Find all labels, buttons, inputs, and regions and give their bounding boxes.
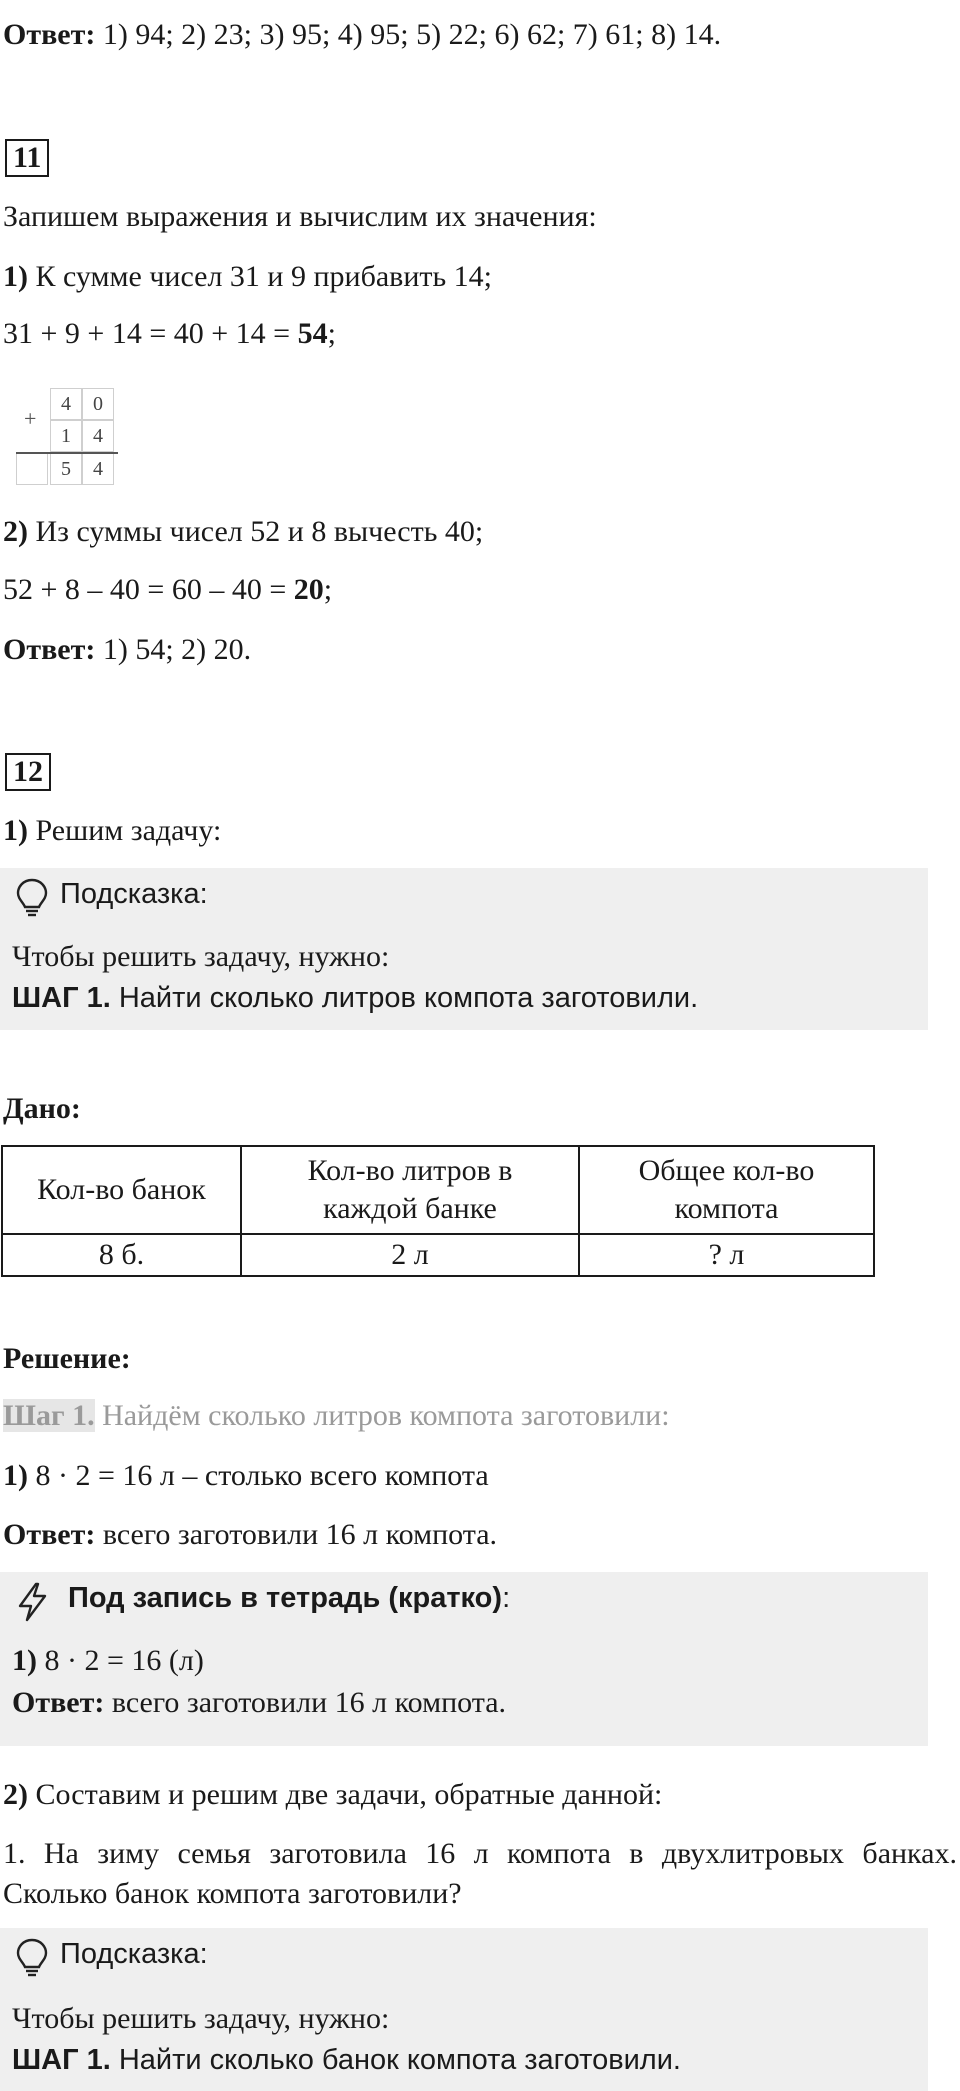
table-header-row bbox=[2, 1146, 874, 1234]
previous-answer bbox=[3, 16, 721, 54]
calc-number: 1) bbox=[12, 1644, 37, 1677]
header-line: Кол-во литров в bbox=[307, 1154, 513, 1187]
header-line: компота bbox=[674, 1192, 779, 1225]
hint-box bbox=[0, 1928, 928, 2091]
task11-answer bbox=[3, 631, 251, 669]
expression-end: ; bbox=[327, 317, 336, 350]
table-header-cell bbox=[579, 1146, 874, 1234]
header-line: каждой банке bbox=[323, 1192, 497, 1225]
solution-answer bbox=[3, 1516, 497, 1554]
digit-cell: 1 bbox=[50, 420, 82, 452]
expression-result: 20 bbox=[293, 573, 324, 606]
step-label: ШАГ 1. bbox=[12, 2044, 111, 2076]
header-line: Общее кол-во bbox=[638, 1154, 815, 1187]
notebook-title-colon: : bbox=[502, 1582, 511, 1614]
answer-label: Ответ: bbox=[3, 1518, 96, 1551]
calc-number: 1) bbox=[3, 1459, 28, 1492]
answer-text: всего заготовили 16 л компота. bbox=[95, 1518, 498, 1551]
table-header-cell bbox=[241, 1146, 579, 1234]
digit-cell: 0 bbox=[82, 388, 114, 420]
hint-title: Подсказка: bbox=[60, 1938, 208, 1970]
task11-part1 bbox=[3, 258, 492, 296]
notebook-box bbox=[0, 1572, 928, 1746]
given-text: Дано: bbox=[3, 1092, 81, 1125]
table-cell: ? л bbox=[579, 1234, 874, 1276]
solution-calc bbox=[3, 1457, 489, 1495]
notebook-title-text: Под запись в тетрадь (кратко) bbox=[68, 1582, 503, 1614]
calc-text: 8 · 2 = 16 л – столько всего компота bbox=[28, 1459, 489, 1492]
task-number-12: 12 bbox=[5, 753, 51, 791]
lightbulb-icon bbox=[12, 876, 52, 920]
task11-expression2 bbox=[3, 571, 332, 609]
solution-step bbox=[3, 1397, 670, 1435]
solution-label bbox=[3, 1340, 131, 1378]
step-label: ШАГ 1. bbox=[12, 982, 111, 1014]
hint-title: Подсказка: bbox=[60, 878, 208, 910]
hint-box bbox=[0, 868, 928, 1030]
digit-cell: 4 bbox=[82, 454, 114, 485]
inverse-problem-1: 1. На зиму семья заготовила 16 л компота в двухлитровых банках. Сколько банок компота заготовили? bbox=[3, 1837, 957, 1910]
hint-step bbox=[12, 2044, 681, 2077]
answer-label: Ответ: bbox=[3, 18, 96, 51]
step-text: Найти сколько банок компота заготовили. bbox=[110, 2044, 681, 2076]
table-header-cell bbox=[2, 1146, 241, 1234]
answer-text: 1) 54; 2) 20. bbox=[95, 633, 252, 666]
given-table bbox=[1, 1145, 875, 1277]
table-cell: 8 б. bbox=[2, 1234, 241, 1276]
part-number: 1) bbox=[3, 814, 28, 847]
step-text: Найти сколько литров компота заготовили. bbox=[110, 982, 699, 1014]
answer-label: Ответ: bbox=[3, 633, 96, 666]
solution-text: Решение: bbox=[3, 1342, 131, 1375]
digit-cell: 4 bbox=[50, 388, 82, 420]
step-label: Шаг 1. bbox=[3, 1399, 95, 1432]
digit-cell: 5 bbox=[50, 454, 82, 485]
expression-end: ; bbox=[323, 573, 333, 606]
task11-part2 bbox=[3, 513, 483, 551]
part-text: Решим задачу: bbox=[28, 814, 222, 847]
column-addition bbox=[14, 386, 120, 486]
task11-intro: Запишем выражения и вычислим их значения: bbox=[3, 200, 597, 233]
hint-line: Чтобы решить задачу, нужно: bbox=[12, 940, 390, 973]
notebook-answer bbox=[12, 1686, 506, 1720]
part-number: 2) bbox=[3, 515, 28, 548]
calc-text: 8 · 2 = 16 (л) bbox=[37, 1644, 204, 1677]
task12-part2 bbox=[3, 1776, 662, 1814]
expression: 52 + 8 – 40 = 60 – 40 = bbox=[3, 573, 294, 606]
step-text: Найдём сколько литров компота заготовили: bbox=[94, 1399, 670, 1432]
lightning-icon bbox=[12, 1580, 52, 1624]
notebook-title bbox=[68, 1582, 510, 1615]
lightbulb-icon bbox=[12, 1936, 52, 1980]
empty-cell bbox=[16, 454, 48, 485]
hint-step bbox=[12, 982, 698, 1015]
part-text: Из суммы чисел 52 и 8 вычесть 40; bbox=[28, 515, 484, 548]
part-text: К сумме чисел 31 и 9 прибавить 14; bbox=[28, 260, 493, 293]
part-number: 1) bbox=[3, 260, 28, 293]
task-number-11: 11 bbox=[5, 139, 49, 177]
digit-cell: 4 bbox=[82, 420, 114, 452]
table-row bbox=[2, 1234, 874, 1276]
answer-text: всего заготовили 16 л компота. bbox=[104, 1686, 507, 1719]
expression: 31 + 9 + 14 = 40 + 14 = bbox=[3, 317, 298, 350]
answer-text: 1) 94; 2) 23; 3) 95; 4) 95; 5) 22; 6) 62; 7) 61; 8) 14. bbox=[95, 18, 722, 51]
hint-line: Чтобы решить задачу, нужно: bbox=[12, 2002, 390, 2035]
plus-sign: + bbox=[24, 406, 37, 431]
part-number: 2) bbox=[3, 1778, 28, 1811]
given-label bbox=[3, 1090, 81, 1128]
part-text: Составим и решим две задачи, обратные данной: bbox=[28, 1778, 663, 1811]
expression-result: 54 bbox=[297, 317, 328, 350]
answer-label: Ответ: bbox=[12, 1686, 105, 1719]
notebook-calc bbox=[12, 1644, 204, 1678]
table-cell: 2 л bbox=[241, 1234, 579, 1276]
header-line: Кол-во банок bbox=[37, 1173, 206, 1206]
task12-part1 bbox=[3, 812, 221, 850]
task11-expression1 bbox=[3, 315, 336, 353]
